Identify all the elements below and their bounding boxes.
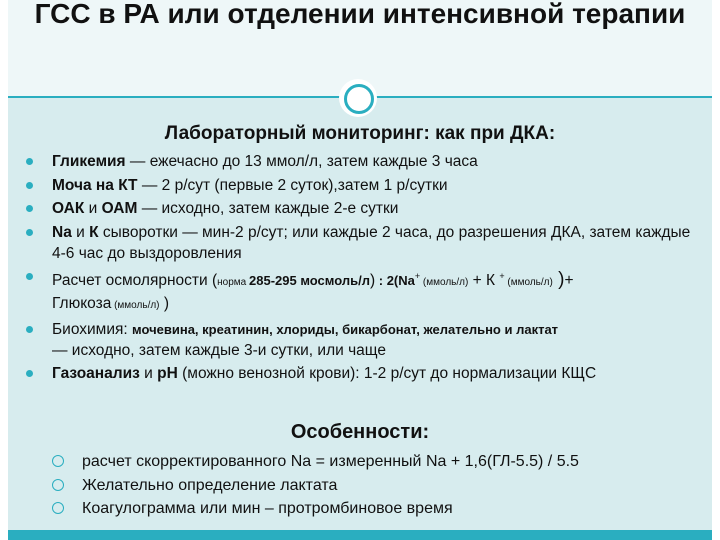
item-text: Желательно определение лактата: [82, 476, 338, 494]
item-bold: ОАК: [52, 200, 85, 217]
list-item: [26, 151, 706, 172]
item-text: — исходно, затем каждые 3-и сутки, или чаще: [52, 341, 386, 359]
unit-3: (ммоль/л): [111, 300, 160, 312]
close-paren-1: ): [552, 269, 565, 291]
norm-value: 285-295 мосмоль/л: [249, 273, 370, 289]
slide-title: ГСС в РА или отделении интенсивной терапии: [34, 0, 686, 29]
lab-monitoring-heading: Лабораторный мониторинг: как при ДКА:: [164, 123, 556, 144]
lab-monitoring-list: [26, 151, 706, 387]
item-lead: Биохимия:: [52, 320, 133, 338]
osmolarity-lead: Расчет осмолярности (: [52, 272, 218, 290]
bullet-icon: [26, 182, 33, 189]
item-bold-2: рН: [157, 365, 178, 383]
circle-bullet-icon: [52, 479, 64, 491]
unit-2: (ммоль/л): [504, 277, 553, 289]
na-plus-sup: +: [414, 271, 421, 281]
item-text: сыворотки — мин-2 р/сут; или каждые 2 часа, до разрешения ДКА, затем каждые 4-6 час до выздоровления: [52, 223, 691, 262]
item-text: (можно венозной крови): 1-2 р/сут до нормализации КЩС: [177, 365, 597, 383]
paren-close: ): [369, 272, 376, 290]
list-item: [26, 363, 706, 384]
k-label: К: [486, 272, 500, 290]
norm-label: норма: [217, 277, 250, 289]
bullet-icon: [26, 158, 33, 165]
list-item: [52, 498, 712, 520]
item-text: — 2 р/сут (первые 2 суток),затем 1 р/сутки: [137, 176, 448, 194]
item-bold-small: мочевина, креатинин, хлориды, бикарбонат, желательно и лактат: [132, 321, 559, 337]
bullet-icon: [26, 326, 33, 333]
features-heading: Особенности:: [290, 421, 430, 443]
item-bold: Na: [52, 223, 72, 241]
item-text: Коагулограмма или мин – протромбиновое время: [82, 500, 453, 517]
plus-sign: +: [468, 272, 487, 290]
circle-bullet-icon: [52, 502, 64, 514]
unit-1: (ммоль/л): [420, 277, 469, 289]
list-item: [26, 222, 706, 264]
list-item: [26, 175, 706, 196]
close-paren-2: ): [159, 295, 169, 313]
circle-bullet-icon: [52, 455, 64, 467]
item-bold: Моча на КТ: [52, 176, 138, 194]
list-item: [26, 198, 706, 219]
item-mid: и: [84, 200, 102, 217]
item-text: расчет скорректированного Na = измеренный Na + 1,6(ГЛ-5.5) / 5.5: [82, 453, 579, 470]
glucose-label: Глюкоза: [52, 295, 112, 313]
list-item-biochemistry: [26, 319, 706, 361]
item-bold-2: ОАМ: [101, 200, 138, 217]
item-text: — ежечасно до 13 ммол/л, затем каждые 3 часа: [125, 153, 478, 170]
list-item: [52, 475, 712, 497]
list-item-osmolarity: [26, 266, 706, 316]
item-bold: Гликемия: [52, 153, 126, 170]
k-plus-sup: +: [499, 271, 505, 281]
bullet-icon: [26, 205, 33, 212]
bullet-icon: [26, 229, 33, 236]
bottom-accent-bar: [8, 530, 712, 540]
ring-icon: [344, 84, 374, 114]
plus-sign-2: +: [564, 272, 574, 290]
list-item: [52, 451, 712, 473]
item-bold: Газоанализ: [52, 365, 140, 383]
item-mid: и: [139, 365, 158, 383]
features-list: [52, 451, 712, 522]
bullet-icon: [26, 370, 33, 377]
item-bold-2: К: [89, 223, 99, 241]
formula-start: : 2(Na: [375, 273, 415, 289]
item-text: — исходно, затем каждые 2-е сутки: [137, 200, 399, 217]
bullet-icon: [26, 273, 33, 280]
item-mid: и: [71, 223, 90, 241]
